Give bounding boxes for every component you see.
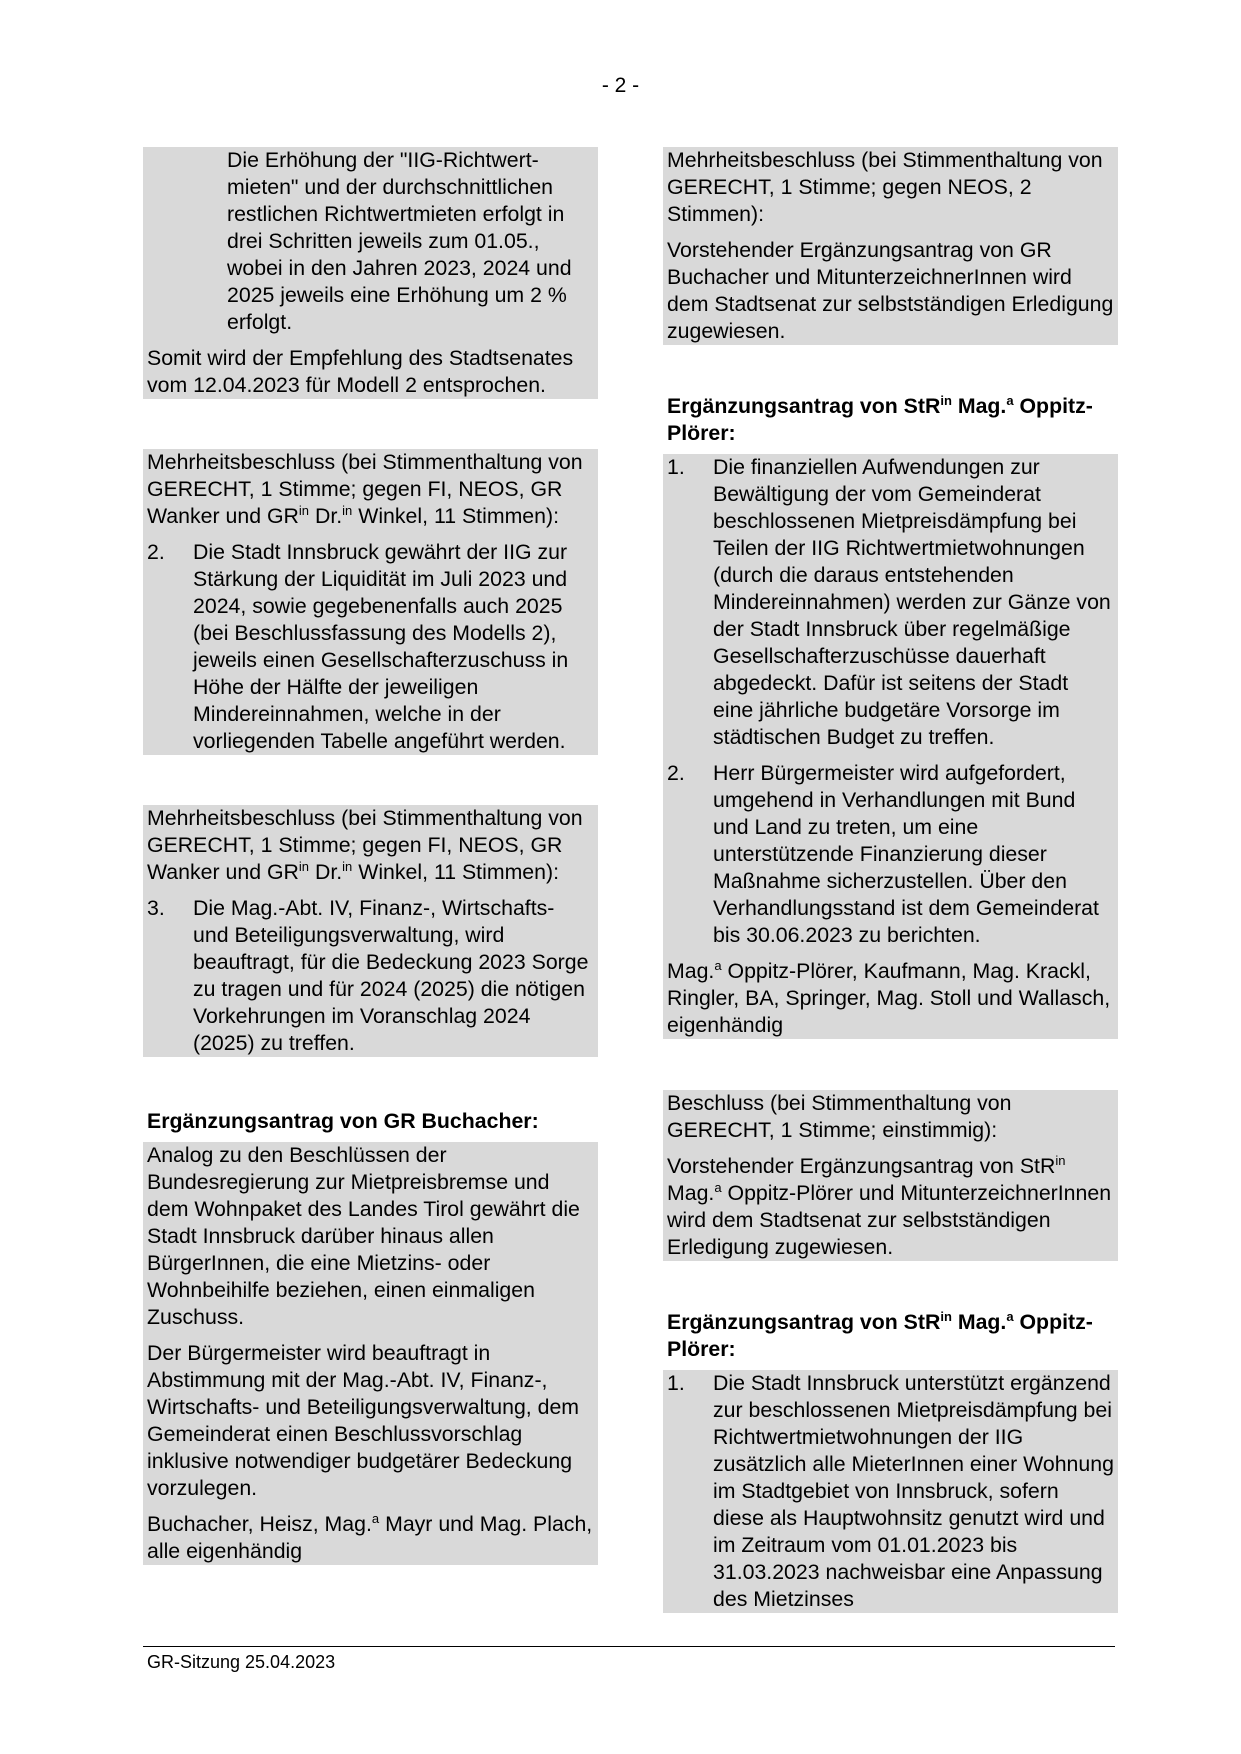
rent-increase-text: Die Erhöhung der "IIG-Richtwert-mieten" und der durchschnittlichen restlichen Richtwertmieten erfolgt in drei Schritten jeweils zum 01.05., wobei in den Jahren 2023, 2024 und 2025 jeweils eine Erhöhung um 2 % erfolgt.	[227, 148, 572, 334]
page-number: - 2 -	[601, 74, 640, 97]
resolution-block-oppitz	[663, 1090, 1118, 1261]
item-number: 3.	[147, 896, 165, 920]
item-text: Herr Bürgermeister wird aufgefordert, umgehend in Verhandlungen mit Bund und Land zu treten, um eine unterstützende Finanzierung dieser Maßnahme sicherzustellen. Über den Verhandlungsstand ist dem Gemeinderat bis 30.06.2023 zu berichten.	[713, 761, 1099, 947]
signatures: Mag.$^a$ Oppitz-Plörer, Kaufmann, Mag. Krackl, Ringler, BA, Springer, Mag. Stoll und Wallasch, eigenhändig	[667, 957, 1111, 1037]
resolution-text: Vorstehender Ergänzungsantrag von GR Buchacher und MitunterzeichnerInnen wird dem Stadtsenat zur selbstständigen Erledigung zugewiesen.	[667, 238, 1114, 343]
motion-block-oppitz-1	[663, 454, 1118, 1039]
motion-paragraph: Der Bürgermeister wird beauftragt in Abstimmung mit der Mag.-Abt. IV, Finanz-, Wirtschafts- und Beteiligungsverwaltung, dem Gemeinderat einen Beschlussvorschlag inklusive notwendiger budgetärer Bedeckung vorzulegen.	[147, 1341, 580, 1500]
footer-divider	[143, 1646, 1115, 1647]
text-block-rent-increase	[143, 147, 598, 399]
numbered-item	[667, 454, 1114, 751]
resolution-text: Vorstehender Ergänzungsantrag von StR$^{in}$ Mag.$^a$ Oppitz-Plörer und MitunterzeichnerInnen wird dem Stadtsenat zur selbstständigen Erledigung zugewiesen.	[667, 1152, 1112, 1259]
item-number: 2.	[147, 540, 165, 564]
item-text: Die Mag.-Abt. IV, Finanz-, Wirtschafts- und Beteiligungsverwaltung, wird beauftragt, für die Bedeckung 2023 Sorge zu tragen und für 2024 (2025) die nötigen Vorkehrungen im Voranschlag 2024 (2025) zu treffen.	[193, 896, 589, 1055]
item-text: Die Stadt Innsbruck gewährt der IIG zur Stärkung der Liquidität im Juli 2023 und 2024, sowie gegebenenfalls auch 2025 (bei Beschlussfassung des Modells 2), jeweils einen Gesellschafterzuschuss in Höhe der Hälfte der jeweiligen Mindereinnahmen, welche in der vorliegenden Tabelle angeführt werden.	[193, 540, 569, 753]
motion-block-buchacher	[143, 1142, 598, 1565]
numbered-item	[667, 760, 1114, 949]
numbered-item	[147, 895, 594, 1057]
numbered-item	[667, 1370, 1114, 1613]
item-number: 1.	[667, 1371, 685, 1395]
recommendation-text: Somit wird der Empfehlung des Stadtsenates vom 12.04.2023 für Modell 2 entsprochen.	[147, 346, 574, 397]
section-heading-buchacher: Ergänzungsantrag von GR Buchacher:	[147, 1109, 539, 1133]
section-heading-oppitz-2: Ergänzungsantrag von StR$^{in}$ Mag.$^a$ Oppitz-Plörer:	[667, 1308, 1093, 1361]
item-text: Die Stadt Innsbruck unterstützt ergänzend zur beschlossenen Mietpreisdämpfung bei Richtwertmietwohnungen der IIG zusätzlich alle MieterInnen einer Wohnung im Stadtgebiet von Innsbruck, sofern diese als Hauptwohnsitz genutzt wird und im Zeitraum vom 01.01.2023 bis 31.03.2023 nachweisbar eine Anpassung des Mietzinses	[713, 1371, 1114, 1611]
item-number: 1.	[667, 455, 685, 479]
resolution-block-2	[143, 449, 598, 755]
left-column	[143, 147, 598, 1565]
footer-text: GR-Sitzung 25.04.2023	[147, 1652, 336, 1672]
vote-text: Mehrheitsbeschluss (bei Stimmenthaltung von GERECHT, 1 Stimme; gegen FI, NEOS, GR Wanker und $GR^{in}$ Dr.$^{in}$ Winkel, 11 Stimmen):	[147, 806, 583, 884]
signatures: Buchacher, Heisz, Mag.$^a$ Mayr und Mag. Plach, alle eigenhändig	[147, 1510, 593, 1563]
resolution-block-3	[143, 805, 598, 1057]
section-heading-oppitz-1: Ergänzungsantrag von StR$^{in}$ Mag.$^a$ Oppitz-Plörer:	[667, 392, 1093, 445]
resolution-block-buchacher	[663, 147, 1118, 345]
item-text: Die finanziellen Aufwendungen zur Bewältigung der vom Gemeinderat beschlossenen Mietpreisdämpfung bei Teilen der IIG Richtwertmietwohnungen (durch die daraus entstehenden Mindereinnahmen) werden zur Gänze von der Stadt Innsbruck über regelmäßige Gesellschafterzuschüsse dauerhaft abgedeckt. Dafür ist seitens der Stadt eine jährliche budgetäre Vorsorge im städtischen Budget zu treffen.	[713, 455, 1111, 749]
vote-text: Mehrheitsbeschluss (bei Stimmenthaltung von GERECHT, 1 Stimme; gegen NEOS, 2 Stimmen):	[667, 148, 1103, 226]
numbered-item	[147, 539, 594, 755]
item-number: 2.	[667, 761, 685, 785]
motion-block-oppitz-2	[663, 1370, 1118, 1613]
motion-paragraph: Analog zu den Beschlüssen der Bundesregierung zur Mietpreisbremse und dem Wohnpaket des Landes Tirol gewährt die Stadt Innsbruck darüber hinaus allen BürgerInnen, die eine Mietzins- oder Wohnbeihilfe beziehen, einen einmaligen Zuschuss.	[147, 1143, 580, 1329]
vote-text: Beschluss (bei Stimmenthaltung von GERECHT, 1 Stimme; einstimmig):	[667, 1091, 1012, 1142]
vote-text: Mehrheitsbeschluss (bei Stimmenthaltung von GERECHT, 1 Stimme; gegen FI, NEOS, GR Wanker und $GR^{in}$ Dr.$^{in}$ Winkel, 11 Stimmen):	[147, 450, 583, 528]
right-column	[663, 147, 1118, 1613]
